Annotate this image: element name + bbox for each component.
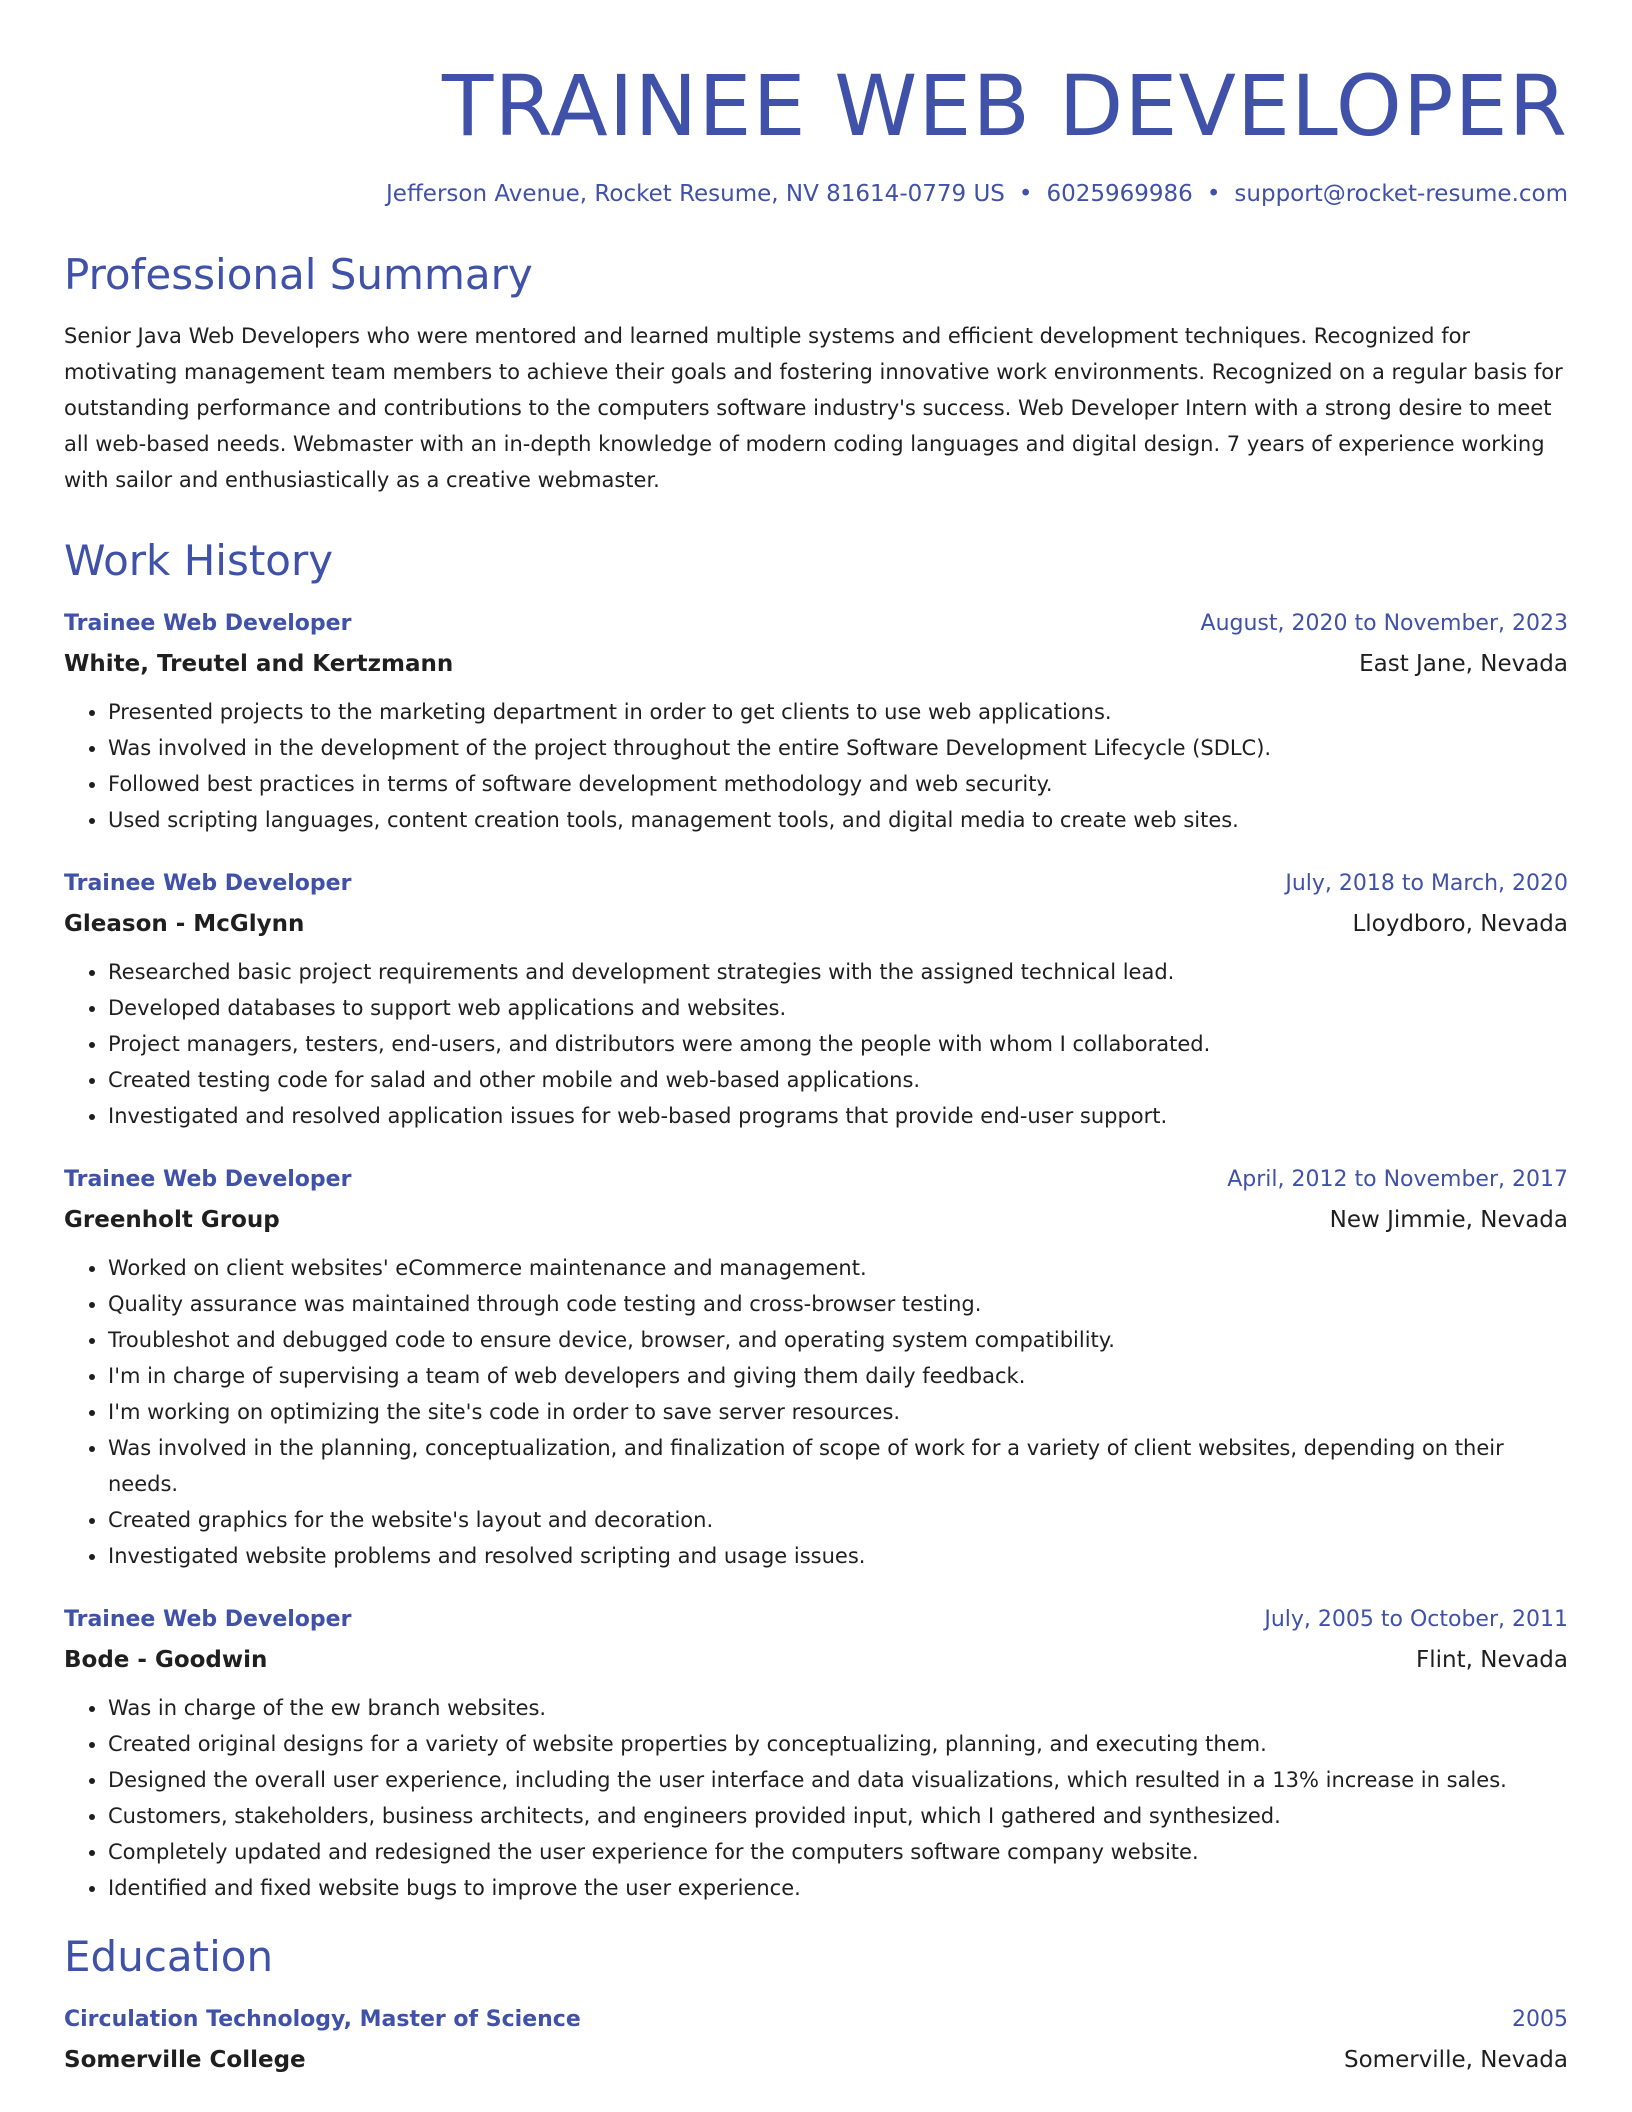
job-row-top [64, 864, 1568, 904]
job-dates: August, 2020 to November, 2023 [1200, 611, 1568, 636]
job-entry [64, 1600, 1568, 1906]
job-dates: April, 2012 to November, 2017 [1227, 1167, 1568, 1192]
job-bullet: • Project managers, testers, end-users, and distributors were among the people with whom I collaborated. [108, 1026, 1568, 1062]
job-bullet: • Created original designs for a variety of website properties by conceptualizing, planning, and executing them. [108, 1726, 1568, 1762]
job-location: New Jimmie, Nevada [1329, 1207, 1568, 1233]
contact-phone: 6025969986 [1046, 181, 1193, 207]
job-title: Trainee Web Developer [64, 871, 352, 896]
job-company: Greenholt Group [64, 1207, 280, 1233]
resume-name-heading: TRAINEE WEB DEVELOPER [442, 57, 1568, 155]
job-bullet: • Investigated website problems and resolved scripting and usage issues. [108, 1538, 1568, 1574]
job-bullet: • Was involved in the planning, conceptualization, and finalization of scope of work for a variety of client websites, depending on their needs. [108, 1430, 1568, 1502]
job-bullet: • Was involved in the development of the project throughout the entire Software Development Lifecycle (SDLC). [108, 730, 1568, 766]
education-heading: Education [64, 1932, 274, 1981]
job-title: Trainee Web Developer [64, 1607, 352, 1632]
job-bullet: • Created testing code for salad and other mobile and web-based applications. [108, 1062, 1568, 1098]
contact-separator: • [1206, 181, 1221, 207]
summary-heading: Professional Summary [64, 250, 533, 299]
job-bullet: • Researched basic project requirements and development strategies with the assigned technical lead. [108, 954, 1568, 990]
job-company: Gleason - McGlynn [64, 911, 305, 937]
contact-line [64, 178, 1568, 210]
summary-text: Senior Java Web Developers who were mentored and learned multiple systems and efficient development techniques. Recognized for motivating management team members to achieve their goals and fostering innovative work environments. Recognized on a regular basis for outstanding performance and contributions to the computers software industry's success. Web Developer Intern with a strong desire to meet all web-based needs. Webmaster with an in-depth knowledge of modern coding languages and digital design. 7 years of experience working with sailor and enthusiastically as a creative webmaster. [64, 324, 1563, 492]
work-history-list [64, 604, 1568, 1906]
job-dates: July, 2005 to October, 2011 [1264, 1607, 1568, 1632]
education-entry [64, 2000, 1568, 2080]
education-school: Somerville College [64, 2047, 306, 2073]
job-row-bottom [64, 1640, 1568, 1680]
job-bullet: • Used scripting languages, content creation tools, management tools, and digital media to create web sites. [108, 802, 1568, 838]
job-bullet: • Designed the overall user experience, including the user interface and data visualizations, which resulted in a 13% increase in sales. [108, 1762, 1568, 1798]
education-row-bottom [64, 2040, 1568, 2080]
job-bullet: • Was in charge of the ew branch websites. [108, 1690, 1568, 1726]
job-bullet: • Developed databases to support web applications and websites. [108, 990, 1568, 1026]
job-bullet: • Completely updated and redesigned the user experience for the computers software company website. [108, 1834, 1568, 1870]
education-degree: Circulation Technology, Master of Science [64, 2007, 581, 2032]
job-bullet-list [64, 1250, 1568, 1574]
education-location: Somerville, Nevada [1344, 2047, 1568, 2073]
job-bullet-list [64, 1690, 1568, 1906]
job-bullet: • I'm in charge of supervising a team of web developers and giving them daily feedback. [108, 1358, 1568, 1394]
job-title: Trainee Web Developer [64, 1167, 352, 1192]
job-bullet-list [64, 694, 1568, 838]
job-bullet: • Presented projects to the marketing department in order to get clients to use web applications. [108, 694, 1568, 730]
contact-address: Jefferson Avenue, Rocket Resume, NV 81614-0779 US [386, 181, 1005, 207]
job-entry [64, 1160, 1568, 1574]
job-bullet: • Followed best practices in terms of software development methodology and web security. [108, 766, 1568, 802]
job-row-bottom [64, 904, 1568, 944]
job-row-top [64, 604, 1568, 644]
job-bullet: • Worked on client websites' eCommerce maintenance and management. [108, 1250, 1568, 1286]
job-bullet: • Created graphics for the website's layout and decoration. [108, 1502, 1568, 1538]
job-bullet: • Quality assurance was maintained through code testing and cross-browser testing. [108, 1286, 1568, 1322]
contact-email[interactable]: support@rocket-resume.com [1234, 181, 1568, 207]
job-bullet: • Troubleshot and debugged code to ensure device, browser, and operating system compatibility. [108, 1322, 1568, 1358]
education-row-top [64, 2000, 1568, 2040]
job-company: Bode - Goodwin [64, 1647, 268, 1673]
job-bullet: • Identified and fixed website bugs to improve the user experience. [108, 1870, 1568, 1906]
job-bullet: • I'm working on optimizing the site's code in order to save server resources. [108, 1394, 1568, 1430]
job-dates: July, 2018 to March, 2020 [1285, 871, 1568, 896]
job-location: Flint, Nevada [1416, 1647, 1568, 1673]
work-history-heading: Work History [64, 536, 334, 585]
job-location: Lloydboro, Nevada [1352, 911, 1568, 937]
job-entry [64, 604, 1568, 838]
job-bullet: • Customers, stakeholders, business architects, and engineers provided input, which I gathered and synthesized. [108, 1798, 1568, 1834]
job-row-top [64, 1160, 1568, 1200]
job-bullet: • Investigated and resolved application issues for web-based programs that provide end-user support. [108, 1098, 1568, 1134]
job-bullet-list [64, 954, 1568, 1134]
job-title: Trainee Web Developer [64, 611, 352, 636]
job-entry [64, 864, 1568, 1134]
job-location: East Jane, Nevada [1359, 651, 1568, 677]
job-row-bottom [64, 644, 1568, 684]
contact-separator: • [1018, 181, 1033, 207]
job-row-bottom [64, 1200, 1568, 1240]
education-year: 2005 [1512, 2007, 1568, 2032]
job-row-top [64, 1600, 1568, 1640]
job-company: White, Treutel and Kertzmann [64, 651, 454, 677]
